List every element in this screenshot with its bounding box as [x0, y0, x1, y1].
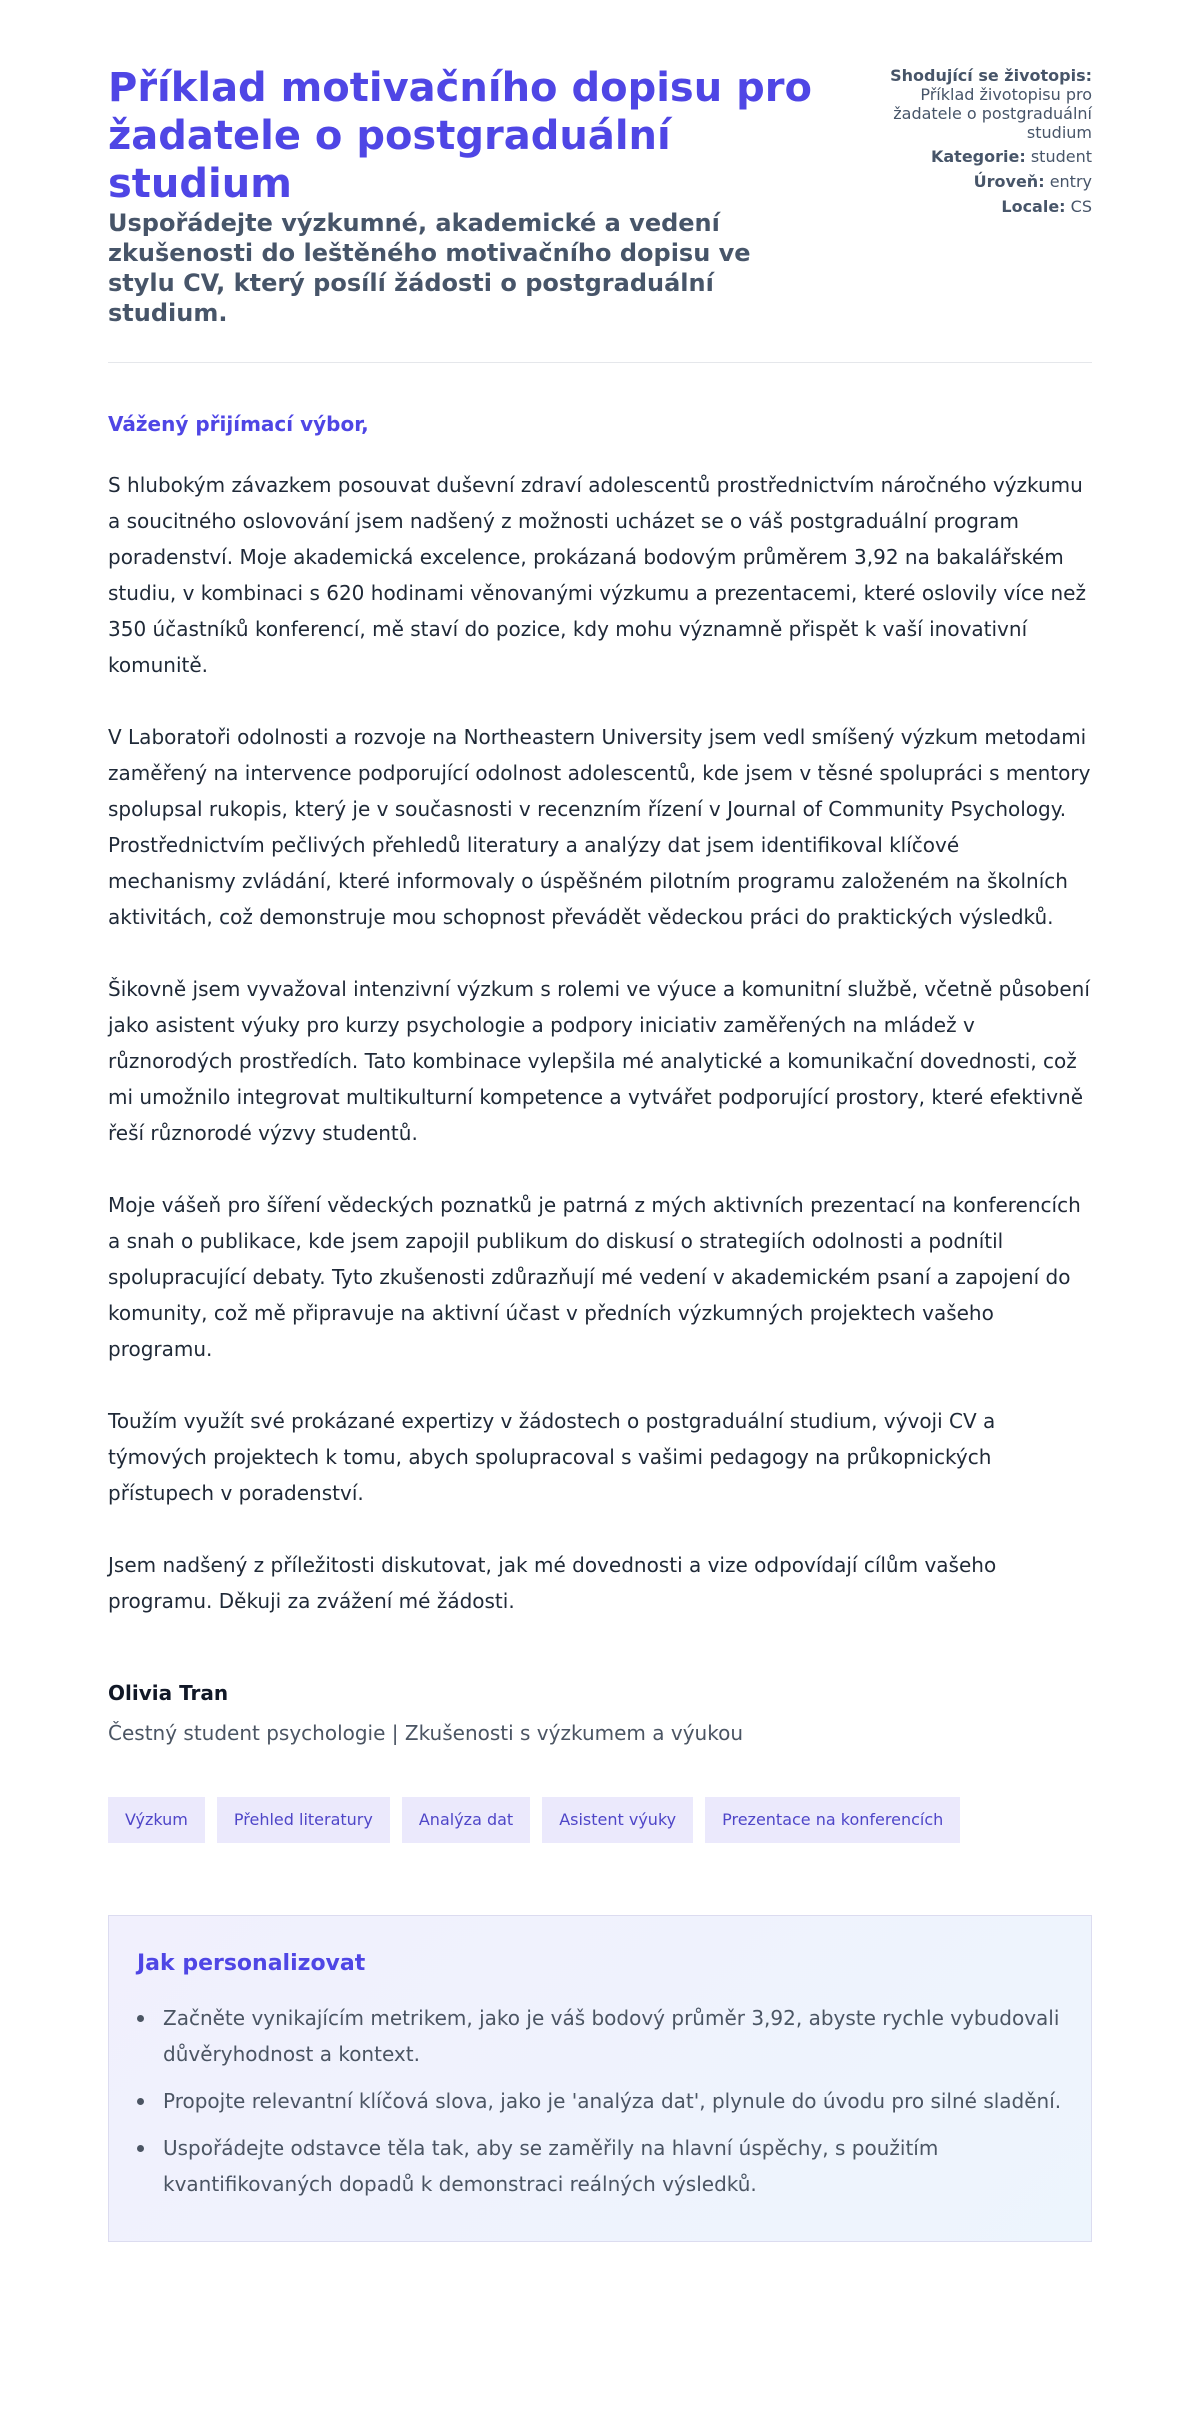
header-titles: [108, 64, 828, 328]
signature-name: Olivia Tran: [108, 1681, 229, 1705]
tip-text: Propojte relevantní klíčová slova, jako je 'analýza dat', plynule do úvodu pro silné sladění.: [163, 2089, 1062, 2113]
meta-category: [852, 147, 1092, 166]
meta-panel: [852, 66, 1092, 222]
letter-paragraph: Jsem nadšený z příležitosti diskutovat, jak mé dovednosti a vize odpovídají cílům vašeho programu. Děkuji za zvážení mé žádosti.: [108, 1553, 997, 1613]
signature-block: [108, 1679, 1092, 1747]
tips-title: Jak personalizovat: [137, 1951, 366, 1976]
bullet-icon: [137, 2098, 144, 2105]
tips-list: [137, 2000, 1063, 2202]
meta-resume-value: Příklad životopisu pro žadatele o postgraduální studium: [893, 85, 1092, 142]
letter-body: [108, 363, 1092, 1747]
letter-paragraph: S hlubokým závazkem posouvat duševní zdraví adolescentů prostřednictvím náročného výzkumu a soucitného oslovování jsem nadšený z možnosti ucházet se o váš postgraduální program poradenství. Moje akademická excelence, prokázaná bodovým průměrem 3,92 na bakalářském studiu, v kombinaci s 620 hodinami věnovanými výzkumu a prezentacemi, které oslovily více než 350 účastníků konferencí, mě staví do pozice, kdy mohu významně přispět k vaší inovativní komunitě.: [108, 473, 1086, 677]
tag-chip: Prezentace na konferencích: [705, 1797, 960, 1843]
personalization-tips-box: [108, 1915, 1092, 2242]
tag-chip: Analýza dat: [402, 1797, 530, 1843]
tip-item: [137, 2083, 1063, 2119]
meta-locale: [852, 197, 1092, 216]
letter-paragraph: V Laboratoři odolnosti a rozvoje na Northeastern University jsem vedl smíšený výzkum metodami zaměřený na intervence podporující odolnost adolescentů, kde jsem v těsné spolupráci s mentory spolupsal rukopis, který je v současnosti v recenzním řízení v Journal of Community Psychology. Prostřednictvím pečlivých přehledů literatury a analýzy dat jsem identifikoval klíčové mechanismy zvládání, které informovaly o úspěšném pilotním programu založeném na školních aktivitách, což demonstruje mou schopnost převádět vědeckou práci do praktických výsledků.: [108, 725, 1091, 929]
page-subtitle: Uspořádejte výzkumné, akademické a vedení zkušenosti do leštěného motivačního dopisu ve stylu CV, který posílí žádosti o postgraduální studium.: [108, 209, 751, 327]
bullet-icon: [137, 2015, 144, 2022]
meta-category-value: student: [1030, 147, 1092, 166]
meta-resume-label: Shodující se životopis:: [890, 66, 1092, 85]
tip-text: Začněte vynikajícím metrikem, jako je váš bodový průměr 3,92, abyste rychle vybudovali důvěryhodnost a kontext.: [163, 2006, 1060, 2066]
meta-level-value: entry: [1049, 172, 1092, 191]
tag-chip: Asistent výuky: [542, 1797, 693, 1843]
salutation: Vážený přijímací výbor,: [108, 412, 369, 436]
meta-locale-label: Locale:: [1001, 197, 1066, 216]
signature-title: Čestný student psychologie | Zkušenosti s výzkumem a výukou: [108, 1721, 743, 1745]
letter-paragraph: Toužím využít své prokázané expertizy v žádostech o postgraduální studium, vývoji CV a týmových projektech k tomu, abych spolupracoval s vašimi pedagogy na průkopnických přístupech v poradenství.: [108, 1409, 996, 1505]
tip-text: Uspořádejte odstavce těla tak, aby se zaměřily na hlavní úspěchy, s použitím kvantifikovaných dopadů k demonstraci reálných výsledků.: [163, 2136, 939, 2196]
bullet-icon: [137, 2145, 144, 2152]
tip-item: [137, 2130, 1063, 2202]
page-header: [108, 64, 1092, 363]
tag-chip: Výzkum: [108, 1797, 205, 1843]
meta-category-label: Kategorie:: [930, 147, 1026, 166]
meta-level-label: Úroveň:: [973, 172, 1045, 191]
letter-paragraph: Moje vášeň pro šíření vědeckých poznatků je patrná z mých aktivních prezentací na konferencích a snah o publikace, kde jsem zapojil publikum do diskusí o strategiích odolnosti a podnítil spolupracující debaty. Tyto zkušenosti zdůrazňují mé vedení v akademickém psaní a zapojení do komunity, což mě připravuje na aktivní účast v předních výzkumných projektech vašeho programu.: [108, 1193, 1081, 1361]
meta-locale-value: CS: [1070, 197, 1092, 216]
meta-level: [852, 172, 1092, 191]
letter-paragraph: Šikovně jsem vyvažoval intenzivní výzkum s rolemi ve výuce a komunitní službě, včetně působení jako asistent výuky pro kurzy psychologie a podpory iniciativ zaměřených na mládež v různorodých prostředích. Tato kombinace vylepšila mé analytické a komunikační dovednosti, což mi umožnilo integrovat multikulturní kompetence a vytvářet podporující prostory, které efektivně řeší různorodé výzvy studentů.: [108, 977, 1090, 1145]
cover-letter-page: [108, 0, 1092, 2242]
skill-tags: [108, 1797, 1092, 1843]
tip-item: [137, 2000, 1063, 2072]
tag-chip: Přehled literatury: [217, 1797, 390, 1843]
page-title: Příklad motivačního dopisu pro žadatele o postgraduální studium: [108, 65, 812, 207]
meta-matching-resume: [852, 66, 1092, 142]
